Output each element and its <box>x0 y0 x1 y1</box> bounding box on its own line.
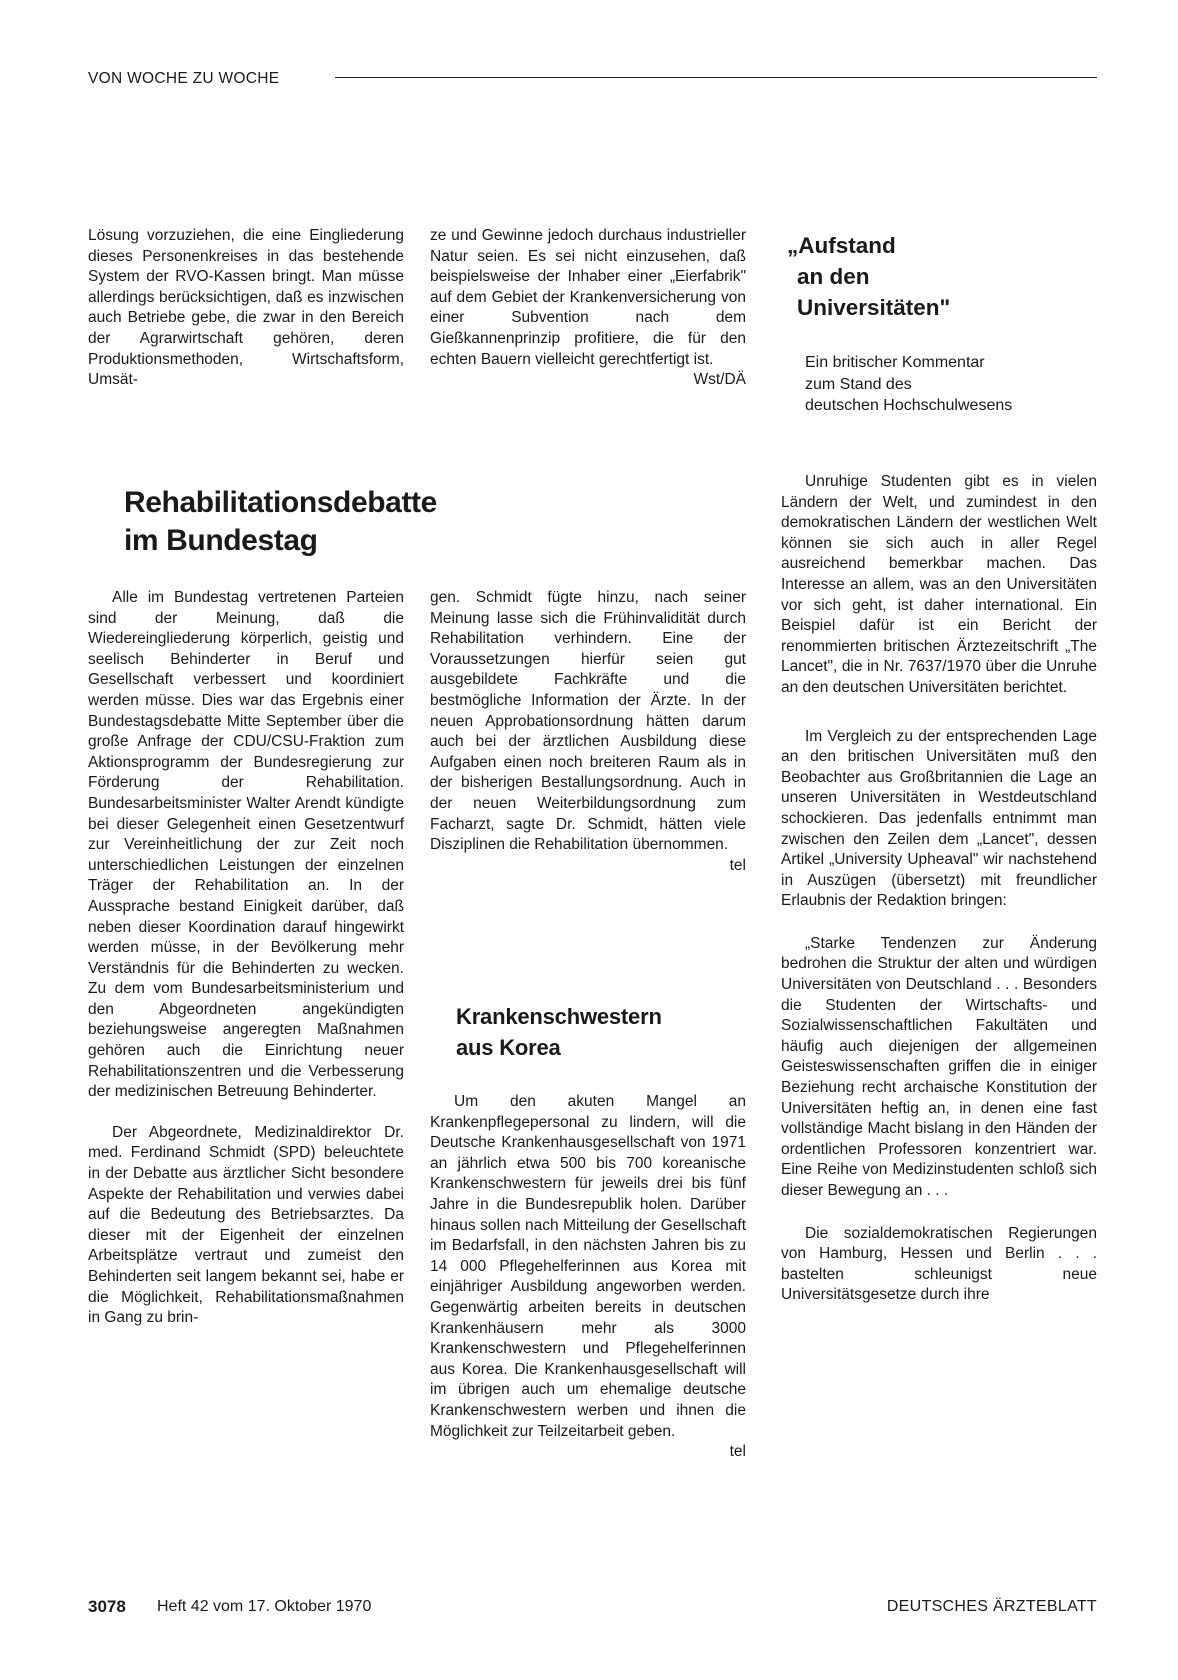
continuation-text-2: ze und Gewinne jedoch durchaus industrieller Natur seien. Es sei nicht einzusehen, daß beispielsweise der Inhaber einer „Eierfabrik" auf dem Gebiet der Krankenversicherung von einer Subvention nach dem Gießkannenprinzip profitiere, die für den echten Bauern vielleicht gerechtfertigt ist. <box>430 227 746 368</box>
reha-headline-line-2: im Bundestag <box>124 524 318 557</box>
continuation-column-2 <box>430 226 746 391</box>
korea-headline-line-2: aus Korea <box>456 1035 561 1060</box>
section-label: VON WOCHE ZU WOCHE <box>88 70 280 87</box>
korea-column <box>430 1092 746 1463</box>
aufstand-headline <box>787 230 950 323</box>
header-rule <box>335 77 1097 78</box>
reha-paragraph-1: Alle im Bundestag vertretenen Parteien sind der Meinung, daß die Wiedereingliederung körperlich, geistig und seelisch Behinderter in Beruf und Gesellschaft verbessert und koordiniert werden müsse. Dies war das Ergebnis einer Bundestagsdebatte Mitte September über die große Anfrage der CDU/CSU-Fraktion zum Aktionsprogramm der Bundesregierung zur Förderung der Rehabilitation. Bundesarbeitsminister Walter Arendt kündigte bei dieser Gelegenheit einen Gesetzentwurf zur Vereinheitlichung der zur Zeit noch unterschiedlichen Leistungen der einzelnen Träger der Rehabilitation an. In der Aussprache bestand Einigkeit darüber, daß neben dieser Koordination darauf hingewirkt werden müsse, in der Bevölkerung mehr Verständnis für die Behinderten zu wecken. Zu dem vom Bundesarbeitsministerium und den Abgeordneten angekündigten beziehungsweise angeregten Maßnahmen gehören auch die Einrichtung neuer Rehabilitationszentren und die Verbesserung der medizinischen Betreuung Behinderter. <box>88 589 404 1101</box>
reha-paragraph-2: Der Abgeordnete, Medizinaldirektor Dr. med. Ferdinand Schmidt (SPD) beleuchtete in der Debatte aus ärztlicher Sicht besondere Aspekte der Rehabilitation und verwies dabei auf die Bedeutung des Betriebsarztes. Da dieser mit der Eigenheit der einzelnen Arbeitsplätze vertraut und zumeist den Behinderten seit langem bekannt sei, habe er die Möglichkeit, Rehabilitationsmaßnahmen in Gang zu brin- <box>88 1123 404 1327</box>
reha-headline-line-1: Rehabilitationsdebatte <box>124 486 437 519</box>
aufstand-paragraph-1: Unruhige Studenten gibt es in vielen Ländern der Welt, und zumindest in den demokratischen Ländern der westlichen Welt können sie sich auch in aller Regel ausreichend bemerkbar machen. Das Interesse an allem, was an den Universitäten vor sich geht, ist daher international. Ein Beispiel dafür ist ein Bericht der renommierten britischen Ärztezeitschrift „The Lancet", die in Nr. 7637/1970 über die Unruhe an den deutschen Universitäten berichtet. <box>781 473 1097 696</box>
aufstand-subheadline-line-2: zum Stand des <box>805 375 912 393</box>
aufstand-paragraph-2: Im Vergleich zu der entsprechenden Lage an den britischen Universitäten muß den Beobachter aus Großbritannien die Lage an unseren Universitäten in Westdeutschland schockieren. Das jedenfalls entnimmt man zwischen den Zeilen dem „Lancet", dessen Artikel „University Upheaval" wir nachstehend in Auszügen (übersetzt) mit freundlicher Erlaubnis der Redaktion bringen: <box>781 727 1097 910</box>
korea-headline-line-1: Krankenschwestern <box>456 1004 662 1029</box>
aufstand-subheadline <box>805 352 1012 417</box>
reha-column-1 <box>88 588 404 1329</box>
aufstand-subheadline-line-3: deutschen Hochschulwesens <box>805 397 1013 414</box>
reha-paragraph-3: gen. Schmidt fügte hinzu, nach seiner Meinung lasse sich die Frühinvalidität durch Rehabilitation verhindern. Eine der Voraussetzungen hierfür seien gut ausgebildete Fachkräfte und die bestmögliche Information der Ärzte. In der neuen Approbationsordnung hätten darum auch bei der ärztlichen Ausbildung diese Aufgaben einen noch breiteren Raum als in der bisherigen Bestallungsordnung. Auch in der neuen Weiterbildungsordnung zum Facharzt, sagte Dr. Schmidt, hätten viele Disziplinen die Rehabilitation übernommen. <box>430 589 746 854</box>
continuation-signature-row <box>430 370 746 391</box>
issue-date: Heft 42 vom 17. Oktober 1970 <box>157 1598 372 1615</box>
reha-signature-row <box>430 856 746 877</box>
reha-signature: tel <box>729 856 746 874</box>
aufstand-paragraph-3: „Starke Tendenzen zur Änderung bedrohen die Struktur der alten und würdigen Universitäten von Deutschland . . . Besonders die Studenten der Wirtschafts- und Sozialwissenschaftlichen Fakultäten und häufig auch diejenigen der allgemeinen Geisteswissenschaften griffen die in einiger Beziehung recht archaische Konstitution der Universitäten heftig an, in denen eine fast vollständige Macht bislang in den Händen der ordentlichen Professoren konzentriert war. Eine Reihe von Medizinstudenten schloß sich dieser Bewegung an . . . <box>781 934 1097 1199</box>
reha-headline <box>124 484 437 560</box>
korea-paragraph: Um den akuten Mangel an Krankenpflegepersonal zu lindern, will die Deutsche Krankenhausgesellschaft von 1971 an jährlich etwa 500 bis 700 koreanische Krankenschwestern für jeweils drei bis fünf Jahre in die Bundesrepublik holen. Darüber hinaus sollen nach Mitteilung der Gesellschaft im Bedarfsfall, in den nächsten Jahren bis zu 14 000 Pflegehelferinnen aus Korea mit einjähriger Ausbildung angeworben werden. Gegenwärtig arbeiten bereits in deutschen Krankenhäusern mehr als 3000 Krankenschwestern und Pflegehelferinnen aus Korea. Die Krankenhausgesellschaft will im übrigen auch um ehemalige deutsche Krankenschwestern werben und ihnen die Möglichkeit zur Teilzeitarbeit geben. <box>430 1093 746 1440</box>
aufstand-headline-line-2: an den <box>797 264 870 289</box>
continuation-signature: Wst/DÄ <box>693 371 746 389</box>
aufstand-paragraph-4: Die sozialdemokratischen Regierungen von Hamburg, Hessen und Berlin . . . bastelten schleunigst neue Universitätsgesetze durch ihre <box>781 1224 1097 1304</box>
korea-headline <box>456 1001 662 1063</box>
aufstand-subheadline-line-1: Ein britischer Kommentar <box>805 354 985 371</box>
korea-signature: tel <box>729 1443 746 1461</box>
page-number: 3078 <box>88 1597 126 1616</box>
korea-signature-row <box>430 1442 746 1463</box>
journal-name: DEUTSCHES ÄRZTEBLATT <box>886 1598 1097 1615</box>
aufstand-column <box>781 472 1097 1306</box>
aufstand-headline-line-1: „Aufstand <box>787 233 896 258</box>
continuation-column-1 <box>88 226 404 391</box>
reha-column-2 <box>430 588 746 876</box>
continuation-text-1: Lösung vorzuziehen, die eine Eingliederung dieses Personenkreises in das bestehende System der RVO-Kassen bringt. Man müsse allerdings berücksichtigen, daß es inzwischen auch Betriebe gebe, die zwar in den Bereich der Agrarwirtschaft gehören, deren Produktionsmethoden, Wirtschaftsform, Umsät- <box>88 227 404 389</box>
aufstand-headline-line-3: Universitäten" <box>797 295 951 320</box>
